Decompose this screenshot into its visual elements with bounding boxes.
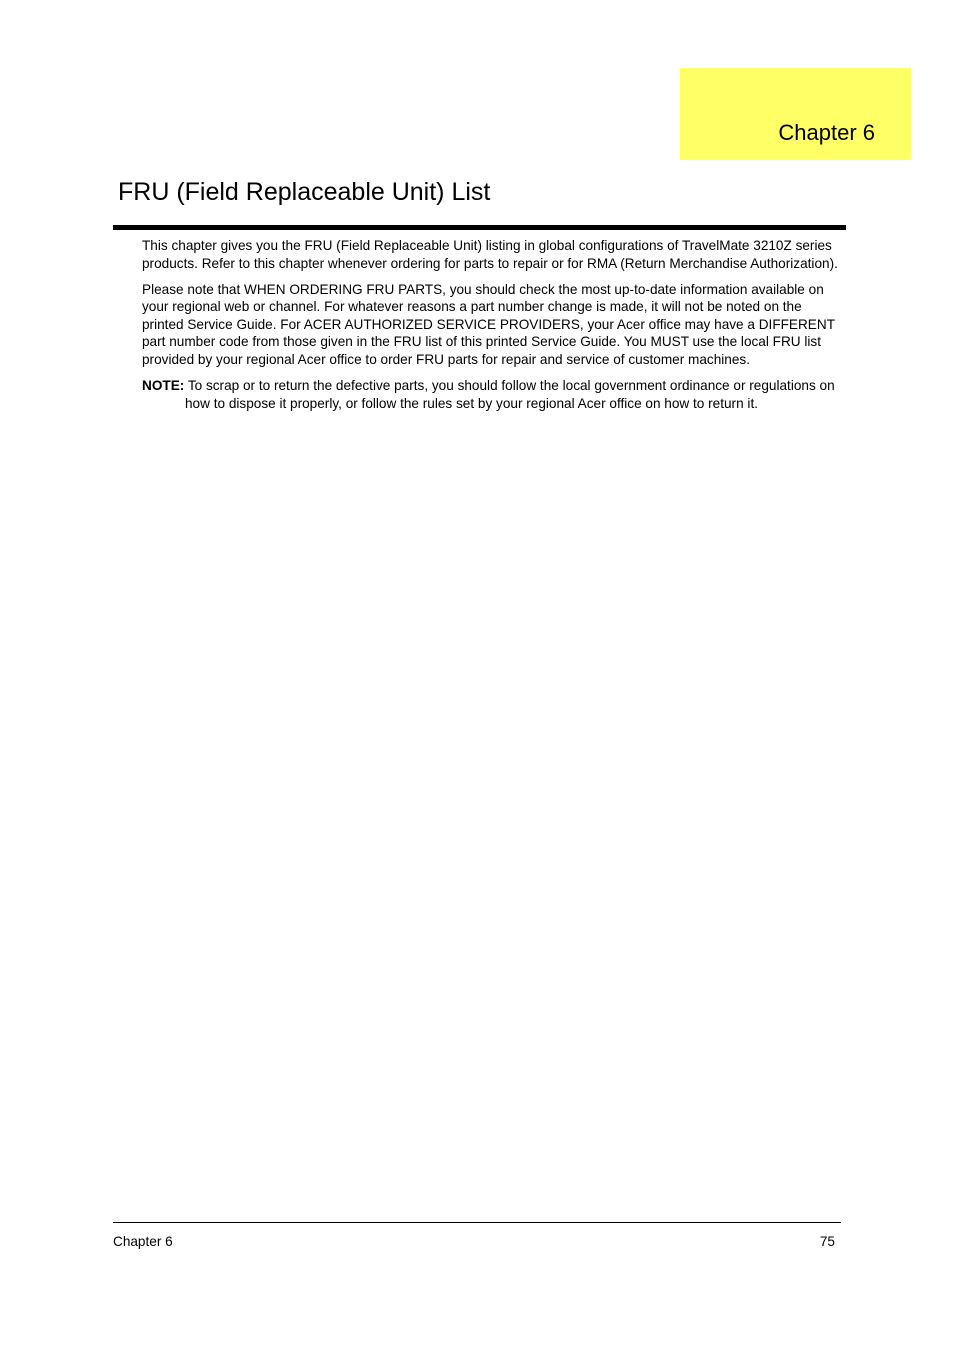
chapter-tab — [680, 68, 911, 160]
body-text — [142, 237, 842, 421]
chapter-tab-label: Chapter 6 — [778, 120, 875, 145]
note-label: NOTE: — [142, 377, 185, 393]
note-text: To scrap or to return the defective parts, you should follow the local government ordinance or regulations on how to dispose it properly, or follow the rules set by your regional Acer office on how to return it. — [185, 377, 835, 411]
footer-chapter: Chapter 6 — [113, 1234, 173, 1249]
footer-page-number: 75 — [819, 1234, 835, 1249]
ordering-paragraph: Please note that WHEN ORDERING FRU PARTS, you should check the most up-to-date information available on your regional web or channel. For whatever reasons a part number change is made, it will not be noted on the printed Service Guide. For ACER AUTHORIZED SERVICE PROVIDERS, your Acer office may have a DIFFERENT part number code from those given in the FRU list of this printed Service Guide. You MUST use the local FRU list provided by your regional Acer office to order FRU parts for repair and service of customer machines. — [142, 281, 835, 367]
page-title: FRU (Field Replaceable Unit) List — [118, 178, 491, 206]
footer-divider — [113, 1222, 841, 1223]
note-paragraph — [142, 377, 842, 412]
title-divider — [113, 225, 846, 230]
intro-paragraph: This chapter gives you the FRU (Field Replaceable Unit) listing in global configurations of TravelMate 3210Z series products. Refer to this chapter whenever ordering for parts to repair or for RMA (Return Merchandise Authorization). — [142, 238, 838, 271]
